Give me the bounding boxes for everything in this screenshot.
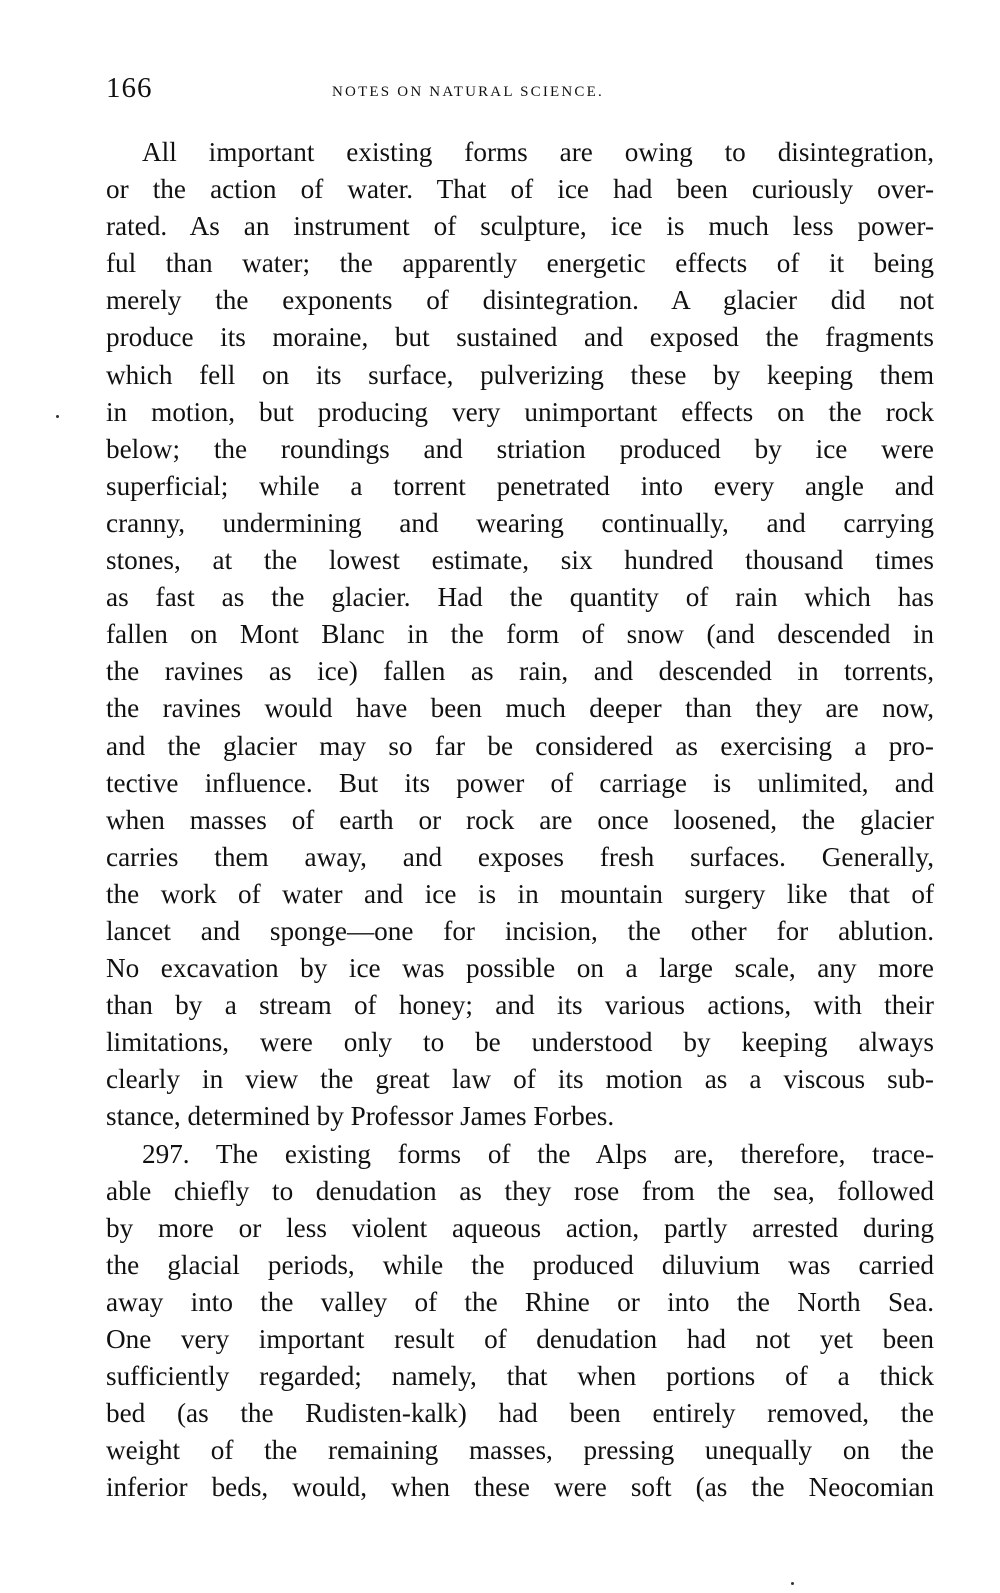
text-line: carries them away, and exposes fresh surfaces. Generally,: [106, 841, 934, 872]
text-line: bed (as the Rudisten-kalk) had been entirely removed, the: [106, 1398, 934, 1429]
body-text: [106, 134, 934, 1506]
text-line: the work of water and ice is in mountain surgery like that of: [106, 878, 934, 909]
text-line: All important existing forms are owing to disintegration,: [142, 137, 934, 167]
text-line: sufficiently regarded; namely, that when portions of a thick: [106, 1361, 934, 1392]
text-line: the ravines as ice) fallen as rain, and descended in torrents,: [106, 656, 934, 687]
text-line: tective influence. But its power of carriage is unlimited, and: [106, 767, 934, 798]
margin-speck: [791, 1582, 794, 1585]
text-line: weight of the remaining masses, pressing unequally on the: [106, 1435, 934, 1466]
text-line: clearly in view the great law of its motion as a viscous sub-: [106, 1064, 934, 1095]
text-line: the ravines would have been much deeper than they are now,: [106, 693, 934, 724]
text-line: produce its moraine, but sustained and exposed the fragments: [106, 322, 934, 353]
text-line: No excavation by ice was possible on a large scale, any more: [106, 953, 934, 984]
text-line: One very important result of denudation had not yet been: [106, 1324, 934, 1354]
text-line: fallen on Mont Blanc in the form of snow (and descended in: [106, 619, 934, 650]
text-line: lancet and sponge—one for incision, the other for ablution.: [106, 915, 934, 946]
text-line: cranny, undermining and wearing continually, and carrying: [106, 507, 934, 538]
text-line: ful than water; the apparently energetic effects of it being: [106, 248, 934, 279]
text-line: than by a stream of honey; and its various actions, with their: [106, 990, 934, 1021]
text-line: stones, at the lowest estimate, six hundred thousand times: [106, 545, 934, 576]
text-line: by more or less violent aqueous action, partly arrested during: [106, 1212, 934, 1243]
text-line: or the action of water. That of ice had been curiously over-: [106, 174, 934, 205]
text-line: as fast as the glacier. Had the quantity of rain which has: [106, 582, 934, 613]
text-line: able chiefly to denudation as they rose from the sea, followed: [106, 1175, 934, 1206]
text-line: 297. The existing forms of the Alps are, therefore, trace-: [142, 1138, 934, 1169]
running-head: [106, 72, 934, 112]
running-title: NOTES ON NATURAL SCIENCE.: [332, 84, 604, 100]
text-line: when masses of earth or rock are once loosened, the glacier: [106, 804, 934, 835]
text-line: merely the exponents of disintegration. A glacier did not: [106, 285, 934, 316]
margin-speck: [56, 415, 59, 418]
text-line: the glacial periods, while the produced diluvium was carried: [106, 1249, 934, 1280]
text-line: and the glacier may so far be considered as exercising a pro-: [106, 730, 934, 761]
text-line: which fell on its surface, pulverizing these by keeping them: [106, 359, 934, 390]
text-line: rated. As an instrument of sculpture, ice is much less power-: [106, 211, 934, 242]
text-line: limitations, were only to be understood by keeping always: [106, 1027, 934, 1058]
page-number: 166: [106, 72, 153, 104]
text-line: below; the roundings and striation produced by ice were: [106, 433, 934, 464]
text-line: in motion, but producing very unimportant effects on the rock: [106, 396, 934, 427]
text-line: away into the valley of the Rhine or into the North Sea.: [106, 1286, 934, 1317]
text-line: inferior beds, would, when these were soft (as the Neocomian: [106, 1472, 934, 1503]
text-line: superficial; while a torrent penetrated into every angle and: [106, 470, 934, 501]
text-line: stance, determined by Professor James Forbes.: [106, 1101, 615, 1132]
